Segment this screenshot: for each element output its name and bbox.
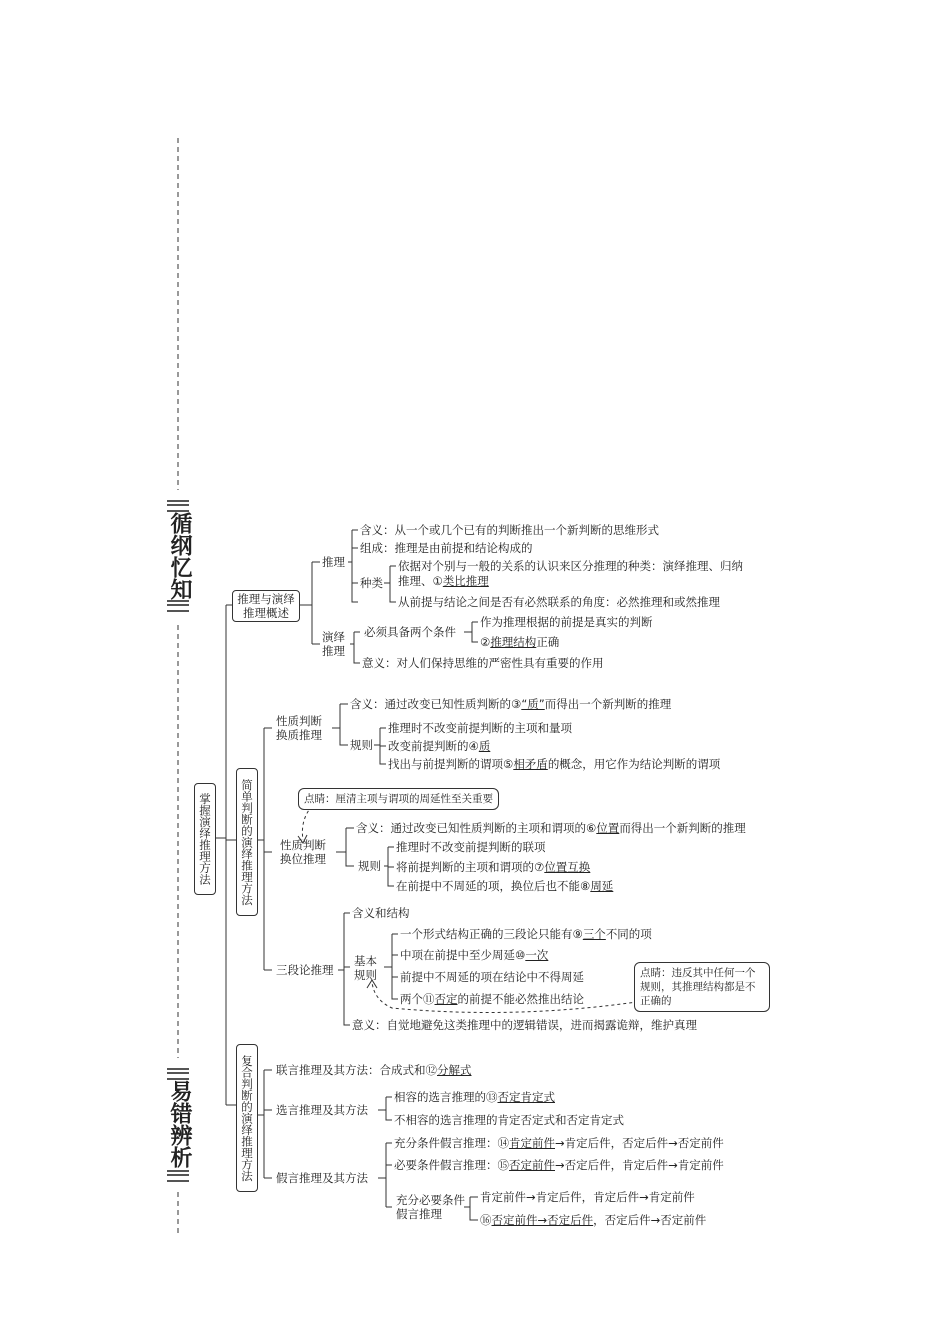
s3-l2a-answer: 否定肯定式 — [497, 1090, 555, 1104]
s3-l1-answer: 分解式 — [437, 1063, 472, 1077]
s2-c-struct: 含义和结构 — [352, 906, 410, 920]
s1-kind2: 从前提与结论之间是否有必然联系的角度：必然推理和或然推理 — [398, 595, 720, 609]
s2-c-r4 — [400, 992, 584, 1006]
s1-kind1b-pre: 推理、① — [398, 574, 443, 588]
s3-l1 — [276, 1063, 472, 1077]
s3-l3: 假言推理及其方法 — [276, 1171, 368, 1185]
s2-c-r3: 前提中不周延的项在结论中不得周延 — [400, 970, 584, 984]
s3-l3c1: 肯定前件→肯定后件，肯定后件→肯定前件 — [480, 1190, 695, 1204]
s1-cond: 必须具备两个条件 — [364, 625, 456, 639]
s3-l2: 选言推理及其方法 — [276, 1103, 368, 1117]
s2-b-rule: 规则 — [358, 859, 381, 873]
s2-c-r1 — [400, 927, 652, 941]
s3-l2a — [394, 1090, 555, 1104]
s1-cond2-pre: ② — [480, 635, 491, 649]
s2-title: 简单判断的演绎推理方法 — [236, 768, 258, 916]
side-bars-top — [167, 500, 189, 512]
s1-cond2-post: 正确 — [536, 635, 560, 649]
s2-c-r1-pre: 一个形式结构正确的三段论只能有⑨ — [400, 927, 583, 941]
s2-a-label: 性质判断换质推理 — [276, 714, 322, 742]
s2-c-r4-answer: 否定 — [434, 992, 458, 1006]
s1-cond2 — [480, 635, 559, 649]
s1-kind1b-answer: 类比推理 — [442, 574, 489, 588]
s2-b-r3-answer: 周延 — [590, 879, 614, 893]
s2-a-r2 — [388, 739, 490, 753]
s2-b-r2-pre: 将前提判断的主项和谓项的⑦ — [396, 860, 545, 874]
s2-b-def-post: 而得出一个新判断的推理 — [619, 821, 746, 835]
s2-a-r2-answer: 质 — [478, 739, 491, 753]
s3-l2b: 不相容的选言推理的肯定否定式和否定肯定式 — [394, 1113, 624, 1127]
s3-l3a-post: →肯定后件，否定后件→否定前件 — [555, 1136, 724, 1150]
s2-a-def-answer: “质” — [521, 697, 545, 711]
side-bars-top2 — [167, 1068, 189, 1080]
side-bars-mid — [167, 600, 189, 612]
s2-c-r2-answer: 一次 — [525, 948, 549, 962]
s2-b-r2 — [396, 860, 590, 874]
s2-a-r2-pre: 改变前提判断的④ — [388, 739, 479, 753]
s1-comp: 组成：推理是由前提和结论构成的 — [360, 541, 533, 555]
s1-title: 推理与演绎推理概述 — [237, 592, 295, 620]
s3-l3b-pre: 必要条件假言推理：⑮ — [394, 1158, 509, 1172]
s2-b-def — [356, 821, 746, 835]
s2-a-def-pre: 含义：通过改变已知性质判断的③ — [350, 697, 522, 711]
s2-b-label: 性质判断换位推理 — [280, 838, 326, 866]
s2-c-mean: 意义：自觉地避免这类推理中的逻辑错误，进而揭露诡辩，维护真理 — [352, 1018, 697, 1032]
s3-l3c2-pre: ⑯ — [480, 1213, 492, 1227]
s2-b-def-answer: 位置 — [596, 821, 620, 835]
s2-c-rule: 基本规则 — [354, 954, 377, 982]
s2-a-r3-answer: 相矛盾 — [513, 757, 548, 771]
s3-l3b-post: →否定后件，肯定后件→肯定前件 — [555, 1158, 724, 1172]
s2-a-def-post: 而得出一个新判断的推理 — [544, 697, 672, 711]
s3-l3c2-answer: 否定前件→否定后件 — [491, 1213, 594, 1227]
tip-box-2: 点睛：违反其中任何一个规则，其推理结构都是不正确的 — [634, 962, 770, 1012]
s1-cond2-answer: 推理结构 — [490, 635, 537, 649]
s3-l3a-pre: 充分条件假言推理：⑭ — [394, 1136, 509, 1150]
s1-kind1b — [398, 574, 489, 588]
s2-b-r3 — [396, 879, 613, 893]
s3-l3c2 — [480, 1213, 706, 1227]
s2-c-r2 — [400, 948, 548, 962]
s2-b-def-pre: 含义：通过改变已知性质判断的主项和谓项的⑥ — [356, 821, 597, 835]
s3-l3b-answer: 否定前件 — [509, 1158, 555, 1172]
s2-a-r3 — [388, 757, 720, 771]
s1-kind-label: 种类 — [360, 576, 383, 590]
side-label-recall: 循纲忆知 — [167, 512, 193, 600]
s2-a-r3-pre: 找出与前提判断的谓项⑤ — [388, 757, 514, 771]
s3-l1-pre: 联言推理及其方法：合成式和⑫ — [276, 1063, 437, 1077]
s2-c-r4-pre: 两个⑪ — [400, 992, 435, 1006]
s3-l3a-answer: 肯定前件 — [509, 1136, 555, 1150]
s3-title: 复合判断的演绎推理方法 — [236, 1044, 258, 1192]
s2-c-r4-post: 的前提不能必然推出结论 — [457, 992, 584, 1006]
s1-def: 含义：从一个或几个已有的判断推出一个新判断的思维形式 — [360, 523, 659, 537]
s2-a-r3-post: 的概念，用它作为结论判断的谓项 — [547, 757, 721, 771]
s3-l2a-pre: 相容的选言推理的⑬ — [394, 1090, 498, 1104]
s3-l3c-label: 充分必要条件假言推理 — [396, 1193, 465, 1221]
s3-l3a — [394, 1136, 724, 1150]
s1-kind1a: 依据对个别与一般的关系的认识来区分推理的种类：演绎推理、归纳 — [398, 559, 743, 573]
s2-b-r1: 推理时不改变前提判断的联项 — [396, 840, 546, 854]
side-label-errors: 易错辨析 — [167, 1080, 193, 1168]
s1-tl-label: 推理 — [322, 555, 345, 569]
s3-l3c2-post: ，否定后件→否定前件 — [593, 1213, 707, 1227]
root-node: 掌握演绎推理方法 — [194, 783, 216, 895]
s2-b-r2-answer: 位置互换 — [544, 860, 591, 874]
s1-cond1: 作为推理根据的前提是真实的判断 — [480, 615, 653, 629]
s2-a-r1: 推理时不改变前提判断的主项和量项 — [388, 721, 572, 735]
side-bars-bottom — [167, 1170, 189, 1182]
s1-ded-label: 演绎推理 — [322, 630, 345, 658]
tip-box-1: 点睛：厘清主项与谓项的周延性至关重要 — [298, 788, 499, 810]
s2-c-r1-answer: 三个 — [582, 927, 606, 941]
s2-a-rule: 规则 — [350, 738, 373, 752]
s2-a-def — [350, 697, 671, 711]
s2-c-r2-pre: 中项在前提中至少周延⑩ — [400, 948, 526, 962]
s2-c-r1-post: 不同的项 — [605, 927, 652, 941]
s2-b-r3-pre: 在前提中不周延的项，换位后也不能⑧ — [396, 879, 591, 893]
s3-l3b — [394, 1158, 724, 1172]
s1-mean: 意义：对人们保持思维的严密性具有重要的作用 — [362, 656, 604, 670]
s1-title-box — [232, 590, 300, 622]
s2-c-label: 三段论推理 — [276, 963, 334, 977]
